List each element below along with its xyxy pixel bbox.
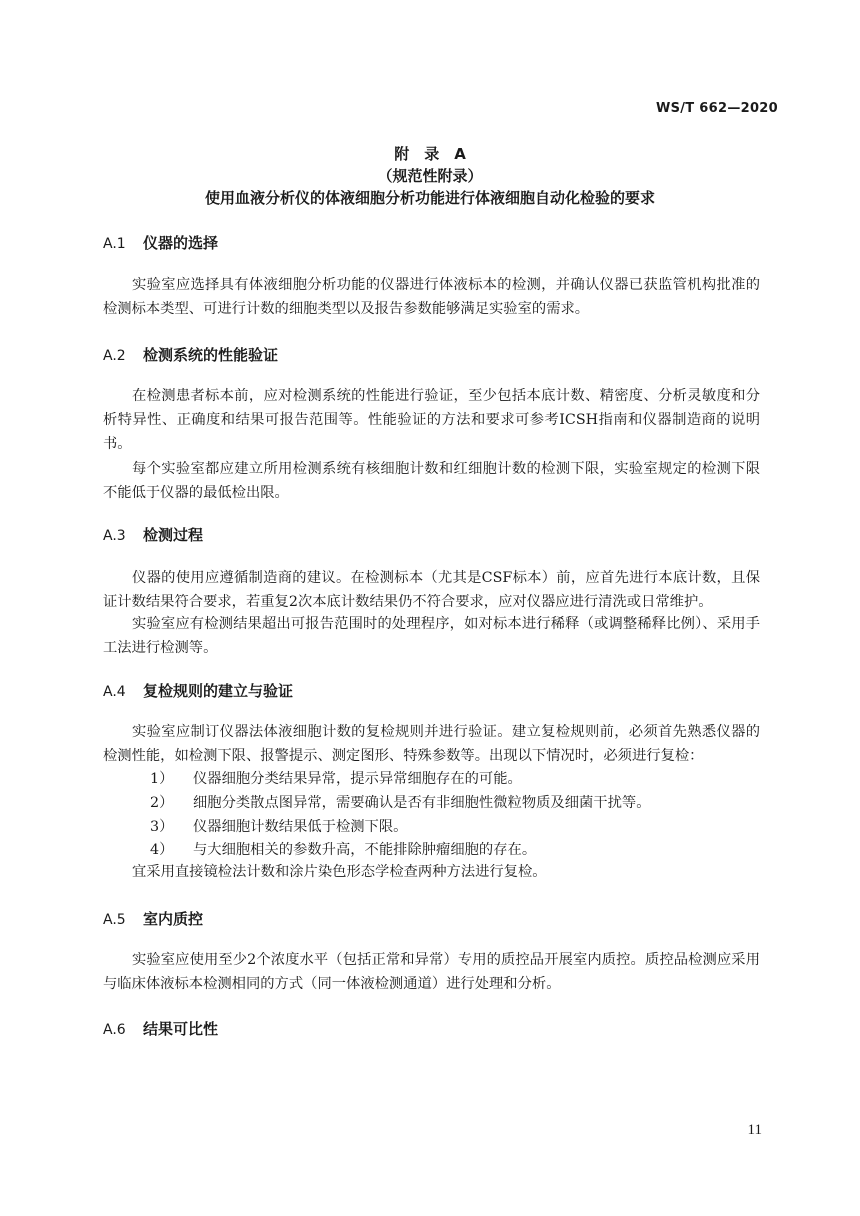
section-title: 室内质控: [143, 910, 204, 928]
section-a4-closing: 宜采用直接镜检法计数和涂片染色形态学检查两种方法进行复检。: [132, 864, 547, 880]
section-a2-paragraph-1: 在检测患者标本前，应对检测系统的性能进行验证，至少包括本底计数、精密度、分析灵敏度和分析特异性、正确度和结果可报告范围等。性能验证的方法和要求可参考ICSH指南和仪器制造商的说明书。: [103, 388, 760, 452]
appendix-title: 使用血液分析仪的体液细胞分析功能进行体液细胞自动化检验的要求: [204, 189, 655, 207]
list-item: [150, 768, 522, 790]
list-item-text: 与大细胞相关的参数升高，不能排除肿瘤细胞的存在。: [193, 842, 537, 858]
section-a3-paragraph-2: 实验室应有检测结果超出可报告范围时的处理程序，如对标本进行稀释（或调整稀释比例）、采用手工法进行检测等。: [103, 616, 760, 656]
section-a5-paragraph-1: 实验室应使用至少2个浓度水平（包括正常和异常）专用的质控品开展室内质控。质控品检测应采用与临床体液标本检测相同的方式（同一体液检测通道）进行处理和分析。: [103, 952, 760, 992]
section-a3-paragraph-1: 仪器的使用应遵循制造商的建议。在检测标本（尤其是CSF标本）前，应首先进行本底计数，且保证计数结果符合要求，若重复2次本底计数结果仍不符合要求，应对仪器应进行清洗或日常维护。: [103, 570, 760, 610]
section-number: A.1: [103, 236, 126, 252]
list-item: [150, 792, 651, 814]
section-heading-a1: [103, 232, 218, 253]
standard-code: WS/T 662—2020: [655, 101, 778, 116]
page-number: 11: [747, 1122, 762, 1138]
list-item-index: 2）: [150, 795, 174, 811]
list-item-index: 1）: [150, 771, 174, 787]
list-item-index: 4）: [150, 842, 174, 858]
section-number: A.3: [103, 528, 126, 544]
section-title: 检测系统的性能验证: [143, 346, 279, 364]
section-heading-a2: [103, 344, 278, 365]
list-item-text: 细胞分类散点图异常，需要确认是否有非细胞性微粒物质及细菌干扰等。: [193, 795, 651, 811]
section-number: A.5: [103, 912, 126, 928]
section-heading-a4: [103, 680, 293, 701]
list-item-index: 3）: [150, 819, 174, 835]
appendix-label: 附 录 A: [394, 145, 466, 163]
section-a2-paragraph-2: 每个实验室都应建立所用检测系统有核细胞计数和红细胞计数的检测下限，实验室规定的检测下限不能低于仪器的最低检出限。: [103, 461, 760, 501]
section-heading-a6: [103, 1018, 218, 1039]
list-item-text: 仪器细胞分类结果异常，提示异常细胞存在的可能。: [193, 771, 522, 787]
appendix-nature: （规范性附录）: [377, 167, 483, 185]
section-a4-paragraph-1: 实验室应制订仪器法体液细胞计数的复检规则并进行验证。建立复检规则前，必须首先熟悉仪器的检测性能，如检测下限、报警提示、测定图形、特殊参数等。出现以下情况时，必须进行复检：: [103, 724, 760, 764]
section-number: A.2: [103, 348, 126, 364]
section-title: 检测过程: [143, 526, 204, 544]
list-item-text: 仪器细胞计数结果低于检测下限。: [193, 819, 408, 835]
section-heading-a3: [103, 524, 203, 545]
section-heading-a5: [103, 908, 203, 929]
section-title: 复检规则的建立与验证: [143, 682, 294, 700]
section-number: A.4: [103, 684, 126, 700]
section-title: 仪器的选择: [143, 234, 219, 252]
section-number: A.6: [103, 1022, 126, 1038]
list-item: [150, 816, 407, 838]
list-item: [150, 839, 536, 861]
section-a1-paragraph-1: 实验室应选择具有体液细胞分析功能的仪器进行体液标本的检测，并确认仪器已获监管机构批准的检测标本类型、可进行计数的细胞类型以及报告参数能够满足实验室的需求。: [103, 277, 760, 317]
section-title: 结果可比性: [143, 1020, 219, 1038]
